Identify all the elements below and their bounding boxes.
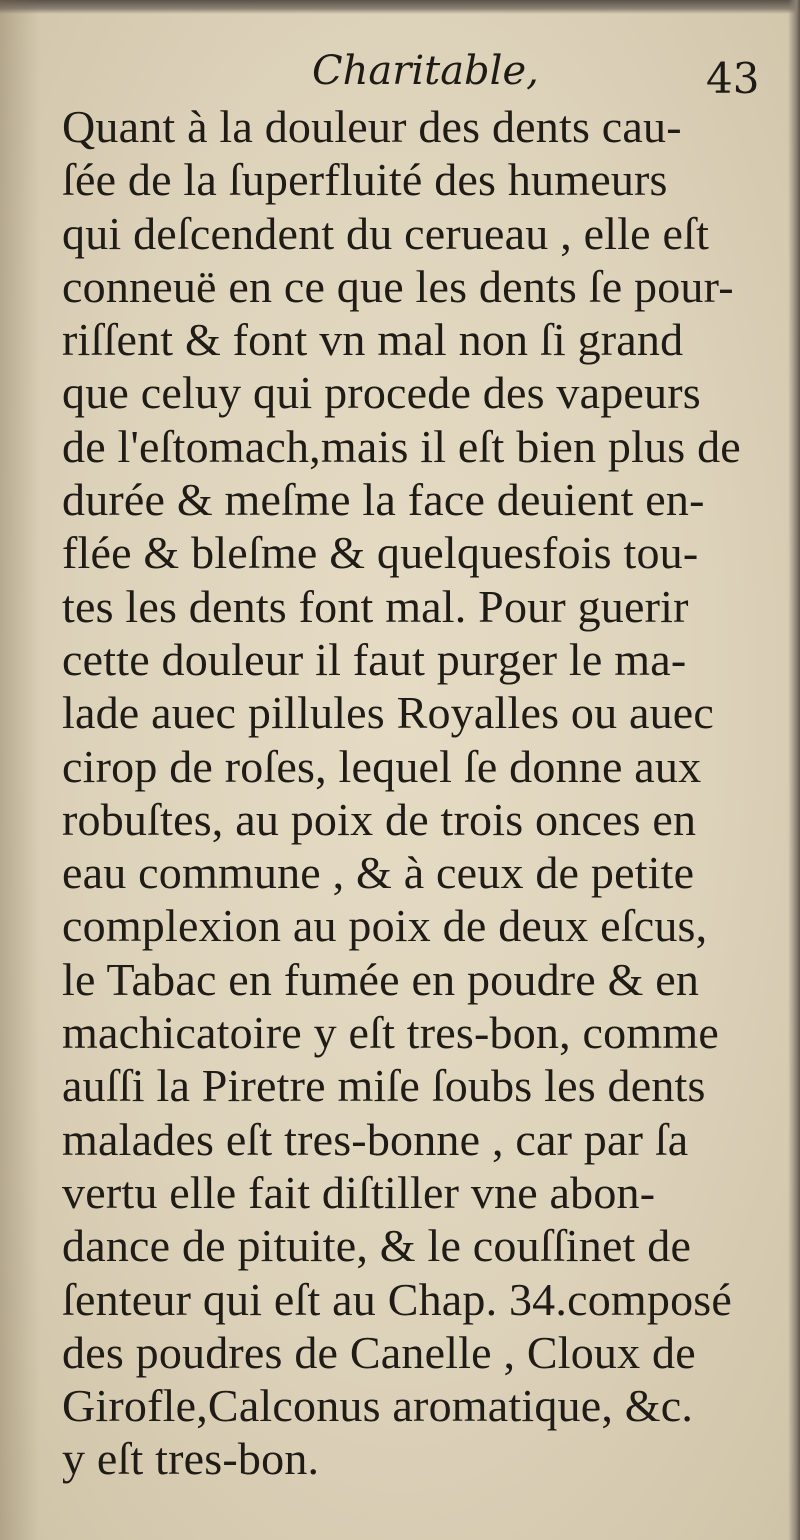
text-line: auſſi la Piretre miſe ſoubs les dents <box>62 1060 706 1112</box>
text-line: que celuy qui procede des vapeurs <box>62 367 701 419</box>
text-line: machicatoire y eſt tres-bon, comme <box>62 1007 719 1059</box>
text-line: qui deſcendent du cerueau , elle eſt <box>62 207 710 259</box>
running-title: Charitable, <box>312 48 539 94</box>
text-line: ſenteur qui eſt au Chap. 34.composé <box>62 1273 733 1325</box>
text-line: vertu elle fait diſtiller vne abon- <box>62 1166 656 1218</box>
text-line: Quant à la douleur des dents cau- <box>62 101 682 152</box>
page-right-edge <box>788 0 800 1540</box>
text-line: riſſent & font vn mal non ſi grand <box>62 314 684 366</box>
text-line: cette douleur il faut purger le ma- <box>62 633 687 685</box>
text-line: tes les dents font mal. Pour guerir <box>62 580 689 632</box>
page-number: 43 <box>706 54 760 103</box>
text-line: flée & bleſme & quelquesfois tou- <box>62 527 699 579</box>
page-top-edge <box>0 0 800 14</box>
text-line: le Tabac en fumée en poudre & en <box>62 953 700 1005</box>
text-line: eau commune , & à ceux de petite <box>62 847 695 899</box>
text-line: lade auec pillules Royalles ou auec <box>62 687 715 739</box>
text-line: conneuë en ce que les dents ſe pour- <box>62 260 734 312</box>
page-left-shade <box>0 0 40 1540</box>
text-line: ſée de la ſuperfluité des humeurs <box>62 154 668 206</box>
text-line: Girofle,Calconus aromatique, &c. <box>62 1380 694 1432</box>
text-line: complexion au poix de deux eſcus, <box>62 900 708 952</box>
body-text <box>62 100 774 1486</box>
text-line: y eſt tres-bon. <box>62 1433 320 1485</box>
text-line: durée & meſme la face deuient en- <box>62 474 705 526</box>
text-line: cirop de roſes, lequel ſe donne aux <box>62 740 702 792</box>
text-line: des poudres de Canelle , Cloux de <box>62 1326 696 1378</box>
text-line: dance de pituite, & le couſſinet de <box>62 1220 692 1272</box>
text-line: robuſtes, au poix de trois onces en <box>62 793 697 845</box>
text-line: de l'eſtomach,mais il eſt bien plus de <box>62 420 741 472</box>
page-header <box>0 46 800 103</box>
text-line: malades eſt tres-bonne , car par ſa <box>62 1113 689 1165</box>
